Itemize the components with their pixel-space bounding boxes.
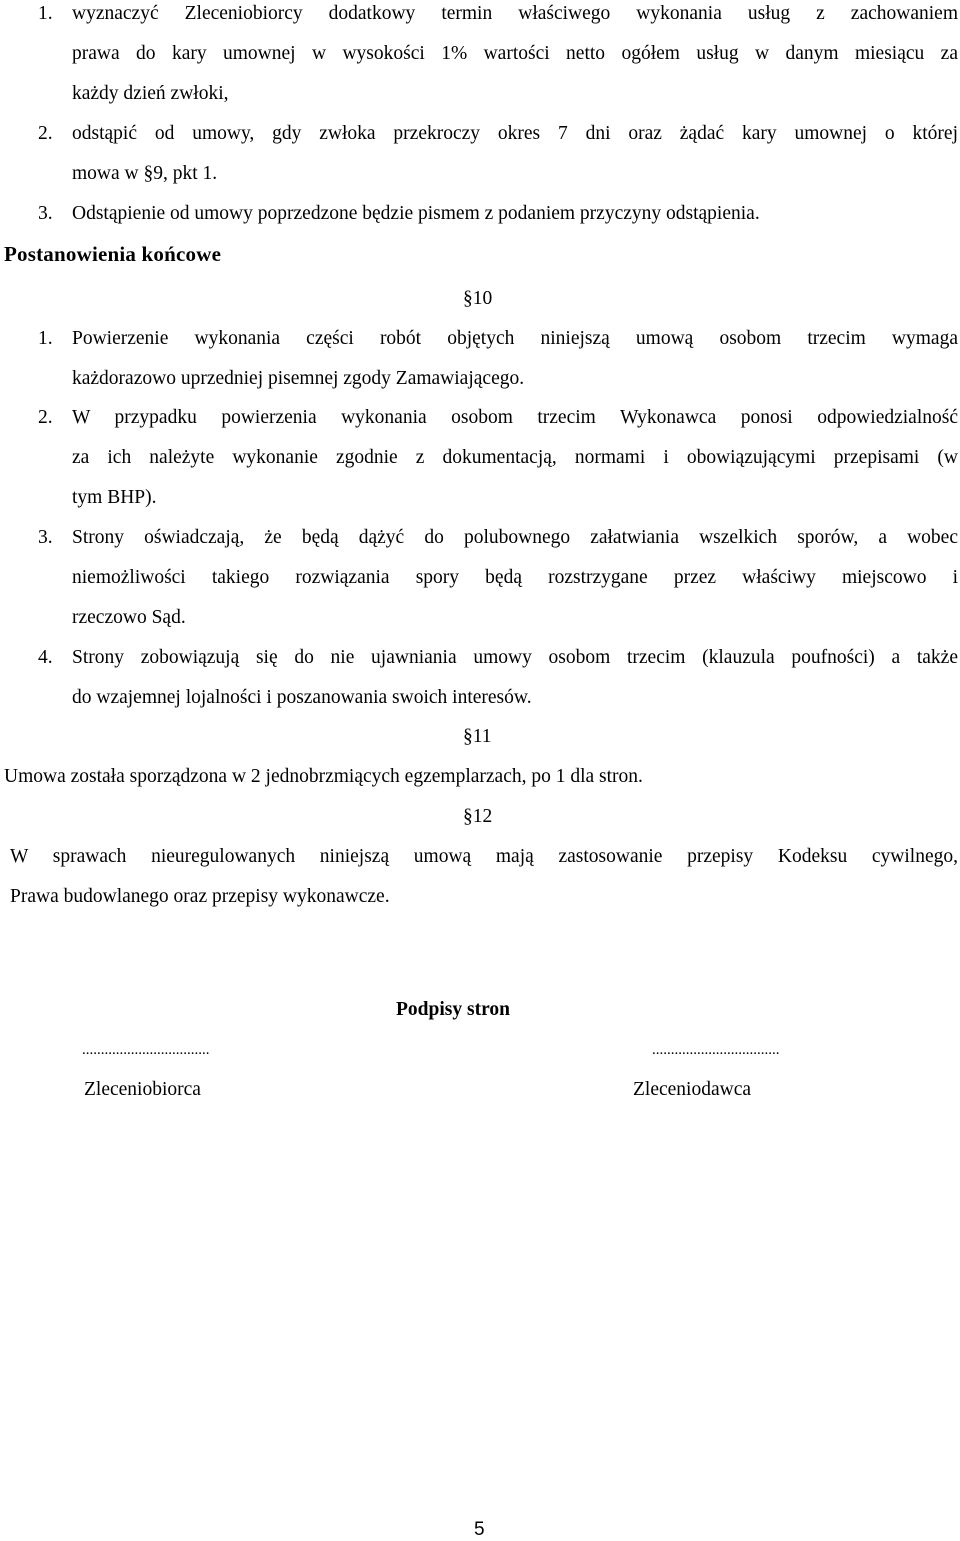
paragraph-line: tym BHP).: [72, 487, 157, 508]
paragraph-line: Powierzenie wykonania części robót objętych niniejszą umową osobom trzecim wymaga: [72, 328, 958, 349]
list-number: 4.: [38, 647, 53, 668]
list-number: 1.: [38, 3, 53, 24]
list-number: 3.: [38, 527, 53, 548]
paragraph-line: za ich należyte wykonanie zgodnie z dokumentacją, normami i obowiązującymi przepisami (w: [72, 447, 958, 468]
signature-label-right: Zleceniodawca: [633, 1079, 752, 1100]
list-number: 3.: [38, 203, 53, 224]
list-number: 2.: [38, 123, 53, 144]
signature-line-right: ..................................: [652, 1042, 780, 1058]
paragraph-line: mowa w §9, pkt 1.: [72, 163, 218, 184]
section-heading: Postanowienia końcowe: [4, 242, 222, 266]
paragraph-line: każdy dzień zwłoki,: [72, 83, 229, 104]
paragraph-symbol-12: §12: [463, 806, 493, 827]
paragraph-line: Umowa została sporządzona w 2 jednobrzmiących egzemplarzach, po 1 dla stron.: [4, 766, 643, 787]
paragraph-symbol-10: §10: [463, 288, 493, 309]
signature-label-left: Zleceniobiorca: [84, 1079, 201, 1100]
paragraph-line: każdorazowo uprzedniej pisemnej zgody Zamawiającego.: [72, 368, 525, 389]
paragraph-line: Prawa budowlanego oraz przepisy wykonawcze.: [10, 886, 390, 907]
paragraph-line: wyznaczyć Zleceniobiorcy dodatkowy termin właściwego wykonania usług z zachowaniem: [72, 3, 958, 24]
paragraph-line: Strony zobowiązują się do nie ujawniania umowy osobom trzecim (klauzula poufności) a także: [72, 647, 958, 668]
list-number: 2.: [38, 407, 53, 428]
signatures-title: Podpisy stron: [396, 999, 510, 1020]
paragraph-symbol-11: §11: [463, 726, 492, 747]
signature-line-left: ..................................: [82, 1042, 210, 1058]
paragraph-line: odstąpić od umowy, gdy zwłoka przekroczy okres 7 dni oraz żądać kary umownej o której: [72, 123, 958, 144]
paragraph-line: Strony oświadczają, że będą dążyć do polubownego załatwiania wszelkich sporów, a wobec: [72, 527, 958, 548]
paragraph-line: prawa do kary umownej w wysokości 1% wartości netto ogółem usług w danym miesiącu za: [72, 43, 958, 64]
paragraph-line: W sprawach nieuregulowanych niniejszą umową mają zastosowanie przepisy Kodeksu cywilnego,: [10, 846, 958, 867]
paragraph-line: do wzajemnej lojalności i poszanowania swoich interesów.: [72, 687, 532, 708]
paragraph-line: niemożliwości takiego rozwiązania spory będą rozstrzygane przez właściwy miejscowo i: [72, 567, 958, 588]
paragraph-line: Odstąpienie od umowy poprzedzone będzie pismem z podaniem przyczyny odstąpienia.: [72, 203, 760, 224]
list-number: 1.: [38, 328, 53, 349]
paragraph-line: rzeczowo Sąd.: [72, 607, 186, 628]
paragraph-line: W przypadku powierzenia wykonania osobom trzecim Wykonawca ponosi odpowiedzialność: [72, 407, 958, 428]
page-number: 5: [474, 1519, 485, 1540]
